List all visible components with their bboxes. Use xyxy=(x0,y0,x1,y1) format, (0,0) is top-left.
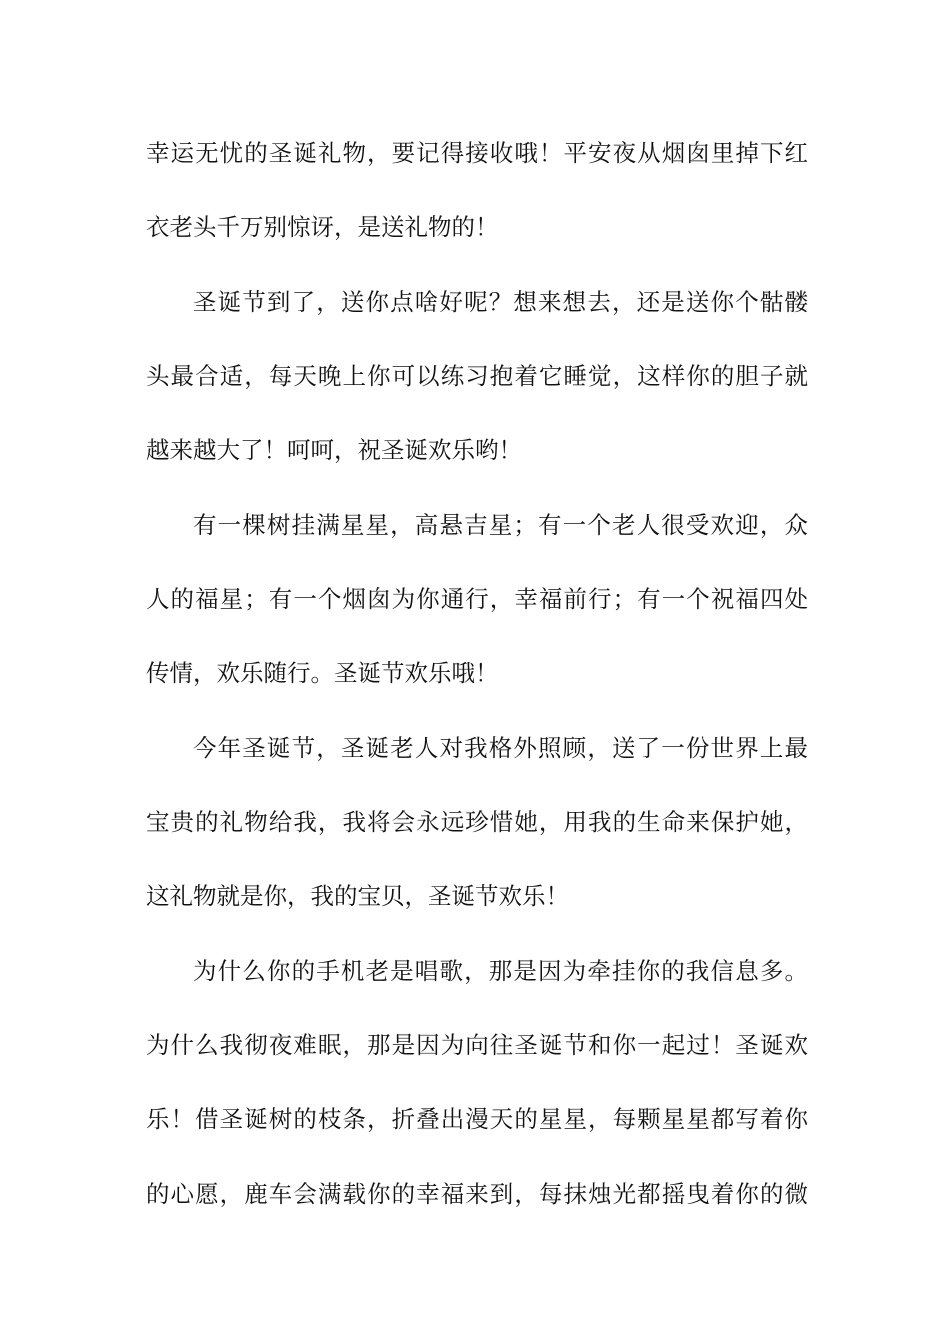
text-line: 传情，欢乐随行。圣诞节欢乐哦！ xyxy=(146,659,499,687)
text-line: 头最合适，每天晚上你可以练习抱着它睡觉，这样你的胆子就 xyxy=(146,362,808,390)
text-line: 乐！借圣诞树的枝条，折叠出漫天的星星，每颗星星都写着你 xyxy=(146,1105,808,1133)
paragraph-first-line: 为什么你的手机老是唱歌，那是因为牵挂你的我信息多。 xyxy=(193,957,808,985)
text-line: 宝贵的礼物给我，我将会永远珍惜她，用我的生命来保护她， xyxy=(146,808,808,836)
paragraph-first-line: 今年圣诞节，圣诞老人对我格外照顾，送了一份世界上最 xyxy=(193,734,808,762)
text-line: 的心愿，鹿车会满载你的幸福来到，每抹烛光都摇曳着你的微 xyxy=(146,1180,808,1208)
paragraph-first-line: 圣诞节到了，送你点啥好呢？想来想去，还是送你个骷髅 xyxy=(193,288,808,316)
text-line: 为什么我彻夜难眠，那是因为向往圣诞节和你一起过！圣诞欢 xyxy=(146,1031,808,1059)
text-line: 越来越大了！呵呵，祝圣诞欢乐哟！ xyxy=(146,436,522,464)
text-line: 幸运无忧的圣诞礼物，要记得接收哦！平安夜从烟囱里掉下红 xyxy=(146,139,808,167)
text-line: 人的福星；有一个烟囱为你通行，幸福前行；有一个祝福四处 xyxy=(146,585,808,613)
text-line: 这礼物就是你，我的宝贝，圣诞节欢乐！ xyxy=(146,882,569,910)
text-line: 衣老头千万别惊讶，是送礼物的！ xyxy=(146,213,499,241)
paragraph-first-line: 有一棵树挂满星星，高悬吉星；有一个老人很受欢迎，众 xyxy=(193,511,808,539)
